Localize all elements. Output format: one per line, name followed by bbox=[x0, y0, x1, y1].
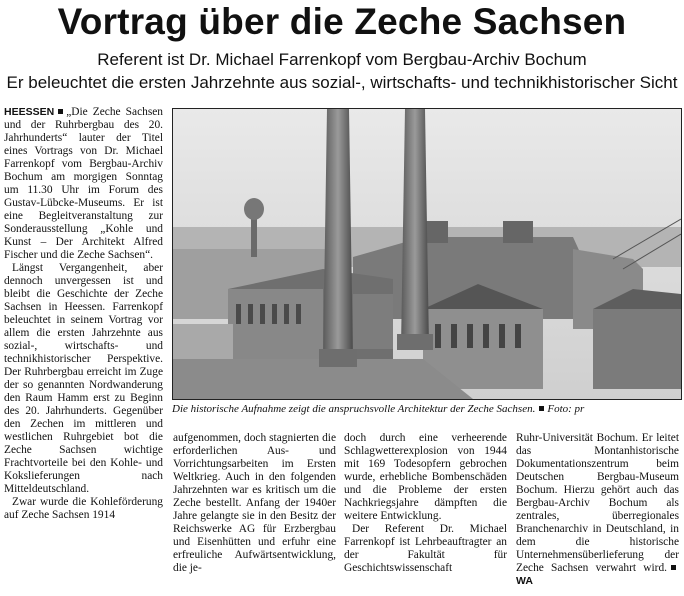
square-bullet-icon bbox=[539, 406, 544, 411]
article-column-3 bbox=[344, 432, 507, 575]
paragraph: Zwar wurde die Kohleförderung auf Zeche Sachsen 1914 bbox=[4, 496, 163, 521]
square-bullet-icon bbox=[671, 565, 676, 570]
author-initials: WA bbox=[516, 575, 533, 587]
paragraph: Längst Vergangenheit, aber dennoch unvergessen ist und bleibt die Geschichte der Zeche Sachsen in Heessen. Farrenkopf beleuchtet in seinem Vortrag vor allem die ersten Jahrzehnte aus sozial-, wirtschafts- und technikhistorischer Perspektive. Der Ruhrbergbau erreicht im Zuge der so genannten Nordwanderung den Raum Hamm erst zu Beginn des 20. Jahrhunderts. Gegenüber den Zechen im mittleren und westlichen Ruhrgebiet bot die Zeche Sachsen wichtige Frachtvorteile bei den Kohle- und Kokslieferungen nach Mitteldeutschland. bbox=[4, 262, 163, 495]
paragraph: HEESSEN „Die Zeche Sachsen und der Ruhrbergbau des 20. Jahrhunderts“ lauter der Titel eines Vortrags von Dr. Michael Farrenkopf vom Bergbau-Archiv Bochum am morgigen Sonntag um 11.30 Uhr im Forum des Gustav-Lübcke-Museums. Er ist eine Begleitveranstaltung zur Sonderausstellung „Kohle und Kunst – Der Architekt Alfred Fischer und die Zeche Sachsen“. bbox=[4, 106, 163, 261]
paragraph: Ruhr-Universität Bochum. Er leitet das Montanhistorische Dokumentationszentrum beim Deutschen Bergbau-Museum Bochum. Hierzu gehört auch das Bergbau-Archiv Bochum als zentrales, überregionales Branchenarchiv in Deutschland, in dem die historische Unternehmensüberlieferung der Zeche Sachsen verwahrt wird.WA bbox=[516, 432, 679, 587]
paragraph: doch durch eine verheerende Schlagwetterexplosion von 1944 mit 169 Todesopfern gebrochen wurde, erhebliche Bombenschäden und die Probleme der ersten Nachkriegsjahre dämpften die weitere Entwicklung. bbox=[344, 432, 507, 522]
article-column-1 bbox=[4, 106, 163, 522]
caption-text: Die historische Aufnahme zeigt die anspruchsvolle Architektur der Zeche Sachsen. bbox=[172, 403, 536, 415]
subheadline-1: Referent ist Dr. Michael Farrenkopf vom Bergbau-Archiv Bochum bbox=[97, 50, 587, 69]
paragraph: aufgenommen, doch stagnierten die erforderlichen Aus- und Vorrichtungsarbeiten im Ersten Weltkrieg. Auch in den folgenden Jahrzehnten war es kritisch um die Zeche bestellt. Anfang der 1940er Jahre gelangte sie in den Besitz der Reichswerke AG für Erzbergbau und Eisenhütten und erfuhr eine erfreuliche Aufwärtsentwicklung, die je- bbox=[173, 432, 336, 574]
dateline: HEESSEN bbox=[4, 106, 55, 118]
photo-caption bbox=[172, 403, 680, 416]
subheadline-2: Er beleuchtet die ersten Jahrzehnte aus sozial-, wirtschafts- und technikhistorischer Sicht bbox=[6, 73, 678, 92]
square-bullet-icon bbox=[58, 109, 63, 114]
colliery-photo-image bbox=[173, 109, 681, 399]
photo-credit: Foto: pr bbox=[547, 403, 585, 415]
paragraph: Der Referent Dr. Michael Farrenkopf ist Lehrbeauftragter an der Fakultät für Geschichtswissenschaft bbox=[344, 523, 507, 574]
headline: Vortrag über die Zeche Sachsen bbox=[57, 1, 627, 42]
article-photo bbox=[172, 108, 682, 400]
article-column-2 bbox=[173, 432, 336, 575]
article-column-4 bbox=[516, 432, 679, 588]
